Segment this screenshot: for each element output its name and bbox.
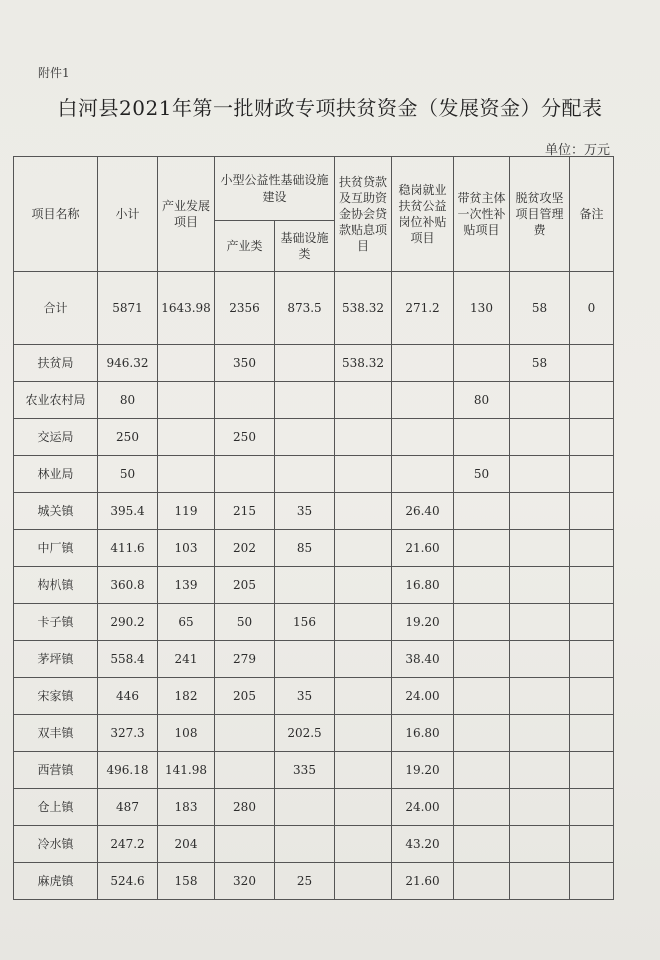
cell-infra-type: 156 bbox=[275, 604, 335, 641]
cell-industry-type bbox=[215, 752, 275, 789]
header-industry-dev: 产业发展项目 bbox=[158, 157, 215, 272]
cell-subtotal: 327.3 bbox=[98, 715, 158, 752]
unit-label: 单位：万元 bbox=[544, 143, 610, 158]
cell-loan-interest bbox=[335, 678, 392, 715]
cell-industry-dev bbox=[158, 345, 215, 382]
cell-subtotal: 524.6 bbox=[98, 863, 158, 900]
attachment-label: 附件1 bbox=[38, 66, 70, 80]
cell-industry-dev: 108 bbox=[158, 715, 215, 752]
cell-leader-subsidy bbox=[454, 678, 510, 715]
cell-loan-interest bbox=[335, 826, 392, 863]
cell-industry-type: 280 bbox=[215, 789, 275, 826]
cell-leader-subsidy: 80 bbox=[454, 382, 510, 419]
cell-name: 西营镇 bbox=[14, 752, 98, 789]
cell-leader-subsidy bbox=[454, 715, 510, 752]
cell-mgmt-fee bbox=[510, 789, 570, 826]
cell-remarks bbox=[570, 715, 614, 752]
cell-industry-dev bbox=[158, 456, 215, 493]
cell-leader-subsidy bbox=[454, 419, 510, 456]
header-mgmt-fee: 脱贫攻坚项目管理费 bbox=[510, 157, 570, 272]
cell-job-subsidy: 24.00 bbox=[392, 789, 454, 826]
cell-subtotal: 946.32 bbox=[98, 345, 158, 382]
cell-industry-dev: 103 bbox=[158, 530, 215, 567]
cell-loan-interest bbox=[335, 752, 392, 789]
table-row bbox=[14, 382, 614, 419]
cell-infra-type: 35 bbox=[275, 678, 335, 715]
cell-leader-subsidy bbox=[454, 345, 510, 382]
cell-job-subsidy: 16.80 bbox=[392, 567, 454, 604]
cell-job-subsidy: 19.20 bbox=[392, 752, 454, 789]
cell-industry-dev: 158 bbox=[158, 863, 215, 900]
cell-loan-interest: 538.32 bbox=[335, 345, 392, 382]
cell-remarks bbox=[570, 641, 614, 678]
cell-name: 林业局 bbox=[14, 456, 98, 493]
cell-subtotal: 360.8 bbox=[98, 567, 158, 604]
cell-subtotal: 395.4 bbox=[98, 493, 158, 530]
cell-industry-dev: 204 bbox=[158, 826, 215, 863]
cell-subtotal: 5871 bbox=[98, 272, 158, 345]
cell-infra-type bbox=[275, 789, 335, 826]
cell-loan-interest bbox=[335, 789, 392, 826]
cell-job-subsidy: 16.80 bbox=[392, 715, 454, 752]
cell-industry-type: 215 bbox=[215, 493, 275, 530]
cell-remarks bbox=[570, 826, 614, 863]
cell-remarks bbox=[570, 789, 614, 826]
cell-name: 城关镇 bbox=[14, 493, 98, 530]
cell-industry-dev: 139 bbox=[158, 567, 215, 604]
cell-leader-subsidy bbox=[454, 493, 510, 530]
cell-leader-subsidy bbox=[454, 826, 510, 863]
cell-industry-type: 202 bbox=[215, 530, 275, 567]
cell-infra-type bbox=[275, 641, 335, 678]
cell-industry-type: 250 bbox=[215, 419, 275, 456]
cell-mgmt-fee bbox=[510, 678, 570, 715]
cell-infra-type: 25 bbox=[275, 863, 335, 900]
cell-subtotal: 50 bbox=[98, 456, 158, 493]
cell-name: 合计 bbox=[14, 272, 98, 345]
table-row bbox=[14, 789, 614, 826]
cell-mgmt-fee bbox=[510, 826, 570, 863]
cell-remarks bbox=[570, 530, 614, 567]
cell-remarks: 0 bbox=[570, 272, 614, 345]
cell-name: 仓上镇 bbox=[14, 789, 98, 826]
cell-infra-type: 873.5 bbox=[275, 272, 335, 345]
cell-job-subsidy: 271.2 bbox=[392, 272, 454, 345]
table-row bbox=[14, 715, 614, 752]
cell-mgmt-fee bbox=[510, 530, 570, 567]
cell-loan-interest bbox=[335, 456, 392, 493]
cell-leader-subsidy bbox=[454, 530, 510, 567]
cell-subtotal: 446 bbox=[98, 678, 158, 715]
table-row bbox=[14, 567, 614, 604]
cell-job-subsidy: 38.40 bbox=[392, 641, 454, 678]
header-project-name: 项目名称 bbox=[14, 157, 98, 272]
cell-infra-type bbox=[275, 345, 335, 382]
cell-remarks bbox=[570, 678, 614, 715]
cell-infra-type: 202.5 bbox=[275, 715, 335, 752]
header-job-subsidy: 稳岗就业扶贫公益岗位补贴项目 bbox=[392, 157, 454, 272]
cell-mgmt-fee bbox=[510, 456, 570, 493]
cell-name: 扶贫局 bbox=[14, 345, 98, 382]
cell-mgmt-fee bbox=[510, 382, 570, 419]
cell-remarks bbox=[570, 863, 614, 900]
cell-industry-dev: 183 bbox=[158, 789, 215, 826]
cell-leader-subsidy: 50 bbox=[454, 456, 510, 493]
cell-remarks bbox=[570, 604, 614, 641]
cell-job-subsidy: 26.40 bbox=[392, 493, 454, 530]
cell-remarks bbox=[570, 382, 614, 419]
cell-loan-interest bbox=[335, 604, 392, 641]
cell-mgmt-fee bbox=[510, 863, 570, 900]
table-row bbox=[14, 493, 614, 530]
cell-industry-dev: 119 bbox=[158, 493, 215, 530]
cell-loan-interest bbox=[335, 641, 392, 678]
cell-industry-dev: 1643.98 bbox=[158, 272, 215, 345]
cell-industry-type bbox=[215, 382, 275, 419]
cell-industry-dev: 182 bbox=[158, 678, 215, 715]
cell-subtotal: 247.2 bbox=[98, 826, 158, 863]
cell-mgmt-fee bbox=[510, 493, 570, 530]
table-row bbox=[14, 678, 614, 715]
allocation-table bbox=[13, 156, 614, 900]
cell-subtotal: 290.2 bbox=[98, 604, 158, 641]
cell-subtotal: 558.4 bbox=[98, 641, 158, 678]
cell-mgmt-fee bbox=[510, 752, 570, 789]
cell-remarks bbox=[570, 419, 614, 456]
cell-industry-dev: 241 bbox=[158, 641, 215, 678]
table-row bbox=[14, 419, 614, 456]
header-infra-type: 基础设施类 bbox=[275, 221, 335, 272]
cell-industry-type bbox=[215, 456, 275, 493]
cell-job-subsidy: 21.60 bbox=[392, 530, 454, 567]
cell-mgmt-fee bbox=[510, 419, 570, 456]
cell-name: 农业农村局 bbox=[14, 382, 98, 419]
cell-infra-type: 335 bbox=[275, 752, 335, 789]
header-remarks: 备注 bbox=[570, 157, 614, 272]
cell-job-subsidy bbox=[392, 456, 454, 493]
cell-loan-interest bbox=[335, 715, 392, 752]
cell-subtotal: 80 bbox=[98, 382, 158, 419]
cell-infra-type bbox=[275, 456, 335, 493]
cell-industry-type: 279 bbox=[215, 641, 275, 678]
cell-name: 麻虎镇 bbox=[14, 863, 98, 900]
cell-name: 中厂镇 bbox=[14, 530, 98, 567]
cell-job-subsidy bbox=[392, 345, 454, 382]
cell-industry-type: 50 bbox=[215, 604, 275, 641]
table-row bbox=[14, 826, 614, 863]
table-row bbox=[14, 604, 614, 641]
cell-industry-dev bbox=[158, 419, 215, 456]
cell-remarks bbox=[570, 456, 614, 493]
cell-mgmt-fee bbox=[510, 641, 570, 678]
table-row bbox=[14, 456, 614, 493]
cell-leader-subsidy bbox=[454, 752, 510, 789]
cell-remarks bbox=[570, 567, 614, 604]
cell-leader-subsidy bbox=[454, 863, 510, 900]
cell-remarks bbox=[570, 345, 614, 382]
table-row bbox=[14, 752, 614, 789]
cell-loan-interest bbox=[335, 567, 392, 604]
cell-name: 构朳镇 bbox=[14, 567, 98, 604]
cell-leader-subsidy bbox=[454, 641, 510, 678]
cell-job-subsidy: 24.00 bbox=[392, 678, 454, 715]
cell-industry-dev: 65 bbox=[158, 604, 215, 641]
cell-job-subsidy: 19.20 bbox=[392, 604, 454, 641]
cell-infra-type bbox=[275, 826, 335, 863]
cell-infra-type bbox=[275, 419, 335, 456]
cell-loan-interest bbox=[335, 493, 392, 530]
cell-industry-type: 350 bbox=[215, 345, 275, 382]
header-leader-subsidy: 带贫主体一次性补贴项目 bbox=[454, 157, 510, 272]
cell-subtotal: 250 bbox=[98, 419, 158, 456]
cell-name: 茅坪镇 bbox=[14, 641, 98, 678]
cell-industry-type bbox=[215, 715, 275, 752]
cell-remarks bbox=[570, 493, 614, 530]
cell-industry-type: 2356 bbox=[215, 272, 275, 345]
cell-industry-type bbox=[215, 826, 275, 863]
cell-subtotal: 496.18 bbox=[98, 752, 158, 789]
cell-leader-subsidy bbox=[454, 789, 510, 826]
cell-remarks bbox=[570, 752, 614, 789]
cell-loan-interest bbox=[335, 530, 392, 567]
cell-mgmt-fee bbox=[510, 715, 570, 752]
cell-infra-type bbox=[275, 382, 335, 419]
cell-job-subsidy: 43.20 bbox=[392, 826, 454, 863]
cell-mgmt-fee bbox=[510, 604, 570, 641]
cell-loan-interest bbox=[335, 419, 392, 456]
cell-infra-type: 85 bbox=[275, 530, 335, 567]
cell-job-subsidy bbox=[392, 419, 454, 456]
cell-name: 交运局 bbox=[14, 419, 98, 456]
cell-infra-type: 35 bbox=[275, 493, 335, 530]
cell-name: 双丰镇 bbox=[14, 715, 98, 752]
cell-leader-subsidy bbox=[454, 567, 510, 604]
header-small-infra-group: 小型公益性基础设施建设 bbox=[215, 157, 335, 221]
table-row bbox=[14, 863, 614, 900]
table-row bbox=[14, 530, 614, 567]
table-row bbox=[14, 641, 614, 678]
cell-leader-subsidy: 130 bbox=[454, 272, 510, 345]
cell-mgmt-fee: 58 bbox=[510, 272, 570, 345]
cell-name: 卡子镇 bbox=[14, 604, 98, 641]
cell-infra-type bbox=[275, 567, 335, 604]
cell-name: 冷水镇 bbox=[14, 826, 98, 863]
cell-industry-type: 205 bbox=[215, 567, 275, 604]
cell-loan-interest bbox=[335, 382, 392, 419]
cell-loan-interest bbox=[335, 863, 392, 900]
cell-industry-type: 205 bbox=[215, 678, 275, 715]
cell-industry-dev bbox=[158, 382, 215, 419]
cell-mgmt-fee: 58 bbox=[510, 345, 570, 382]
header-industry-type: 产业类 bbox=[215, 221, 275, 272]
header-subtotal: 小计 bbox=[98, 157, 158, 272]
cell-mgmt-fee bbox=[510, 567, 570, 604]
table-row bbox=[14, 345, 614, 382]
cell-name: 宋家镇 bbox=[14, 678, 98, 715]
table-total-row bbox=[14, 272, 614, 345]
cell-loan-interest: 538.32 bbox=[335, 272, 392, 345]
cell-job-subsidy: 21.60 bbox=[392, 863, 454, 900]
cell-subtotal: 411.6 bbox=[98, 530, 158, 567]
cell-job-subsidy bbox=[392, 382, 454, 419]
cell-leader-subsidy bbox=[454, 604, 510, 641]
cell-subtotal: 487 bbox=[98, 789, 158, 826]
header-loan-interest: 扶贫贷款及互助资金协会贷款贴息项目 bbox=[335, 157, 392, 272]
document-title: 白河县2021年第一批财政专项扶贫资金（发展资金）分配表 bbox=[57, 96, 603, 120]
cell-industry-type: 320 bbox=[215, 863, 275, 900]
cell-industry-dev: 141.98 bbox=[158, 752, 215, 789]
